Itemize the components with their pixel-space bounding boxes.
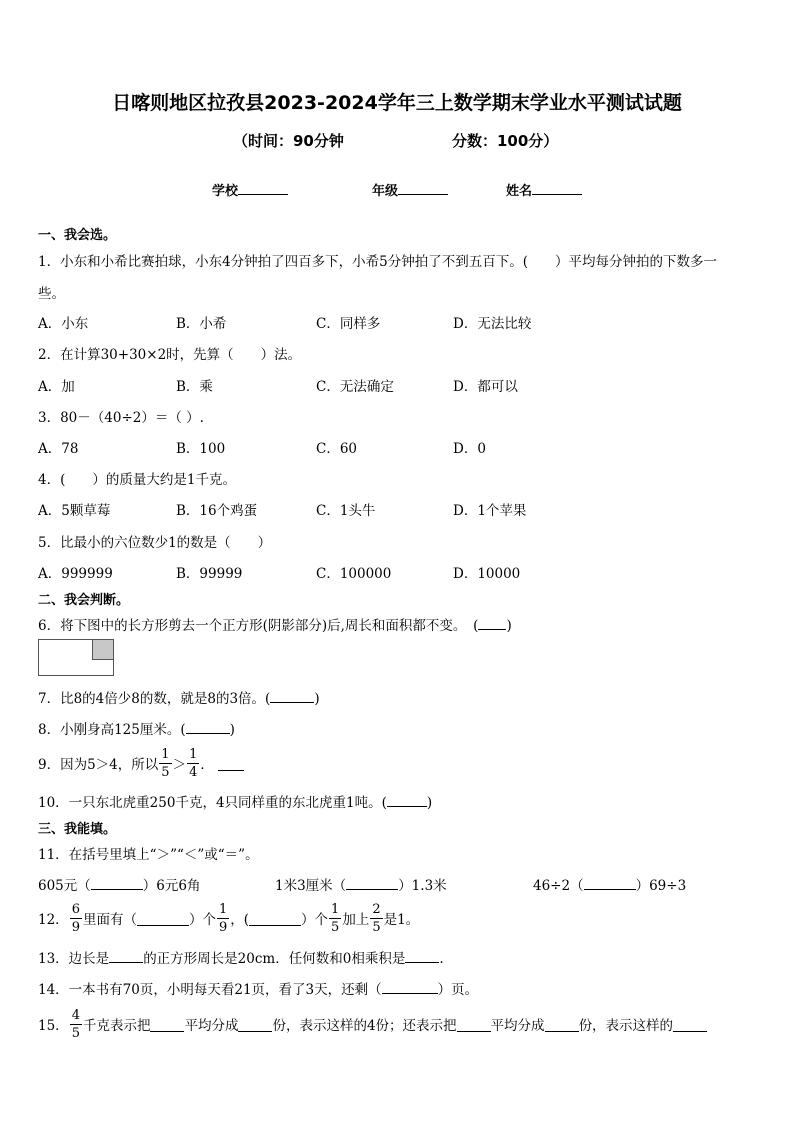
question-4-stem: 4．( ）的质量大约是1千克。	[38, 472, 236, 488]
question-15-text-g: 份，表示这样的	[578, 1018, 674, 1034]
q3-option-c[interactable]: C．60	[316, 441, 358, 457]
q11-item-3	[533, 874, 686, 894]
q5-option-c[interactable]: C．100000	[316, 566, 392, 582]
grade-field[interactable]	[372, 180, 448, 199]
question-12-text-f: 加上	[342, 912, 370, 928]
question-13-text-b: 的正方形周长是20cm．任何数和0相乘积是	[143, 951, 406, 967]
fraction-denominator: 5	[71, 1025, 80, 1041]
fraction-1-5	[159, 748, 171, 779]
question-9	[38, 743, 244, 783]
q1-option-b[interactable]: B．小希	[176, 316, 227, 332]
school-blank[interactable]	[238, 180, 288, 195]
q11-item-3-blank[interactable]	[584, 889, 636, 890]
question-13-text-a: 13．边长是	[38, 951, 110, 967]
question-5-stem: 5．比最小的六位数少1的数是（ ）	[38, 535, 272, 551]
fraction-6-9	[70, 903, 82, 934]
q5-option-a[interactable]: A．999999	[38, 566, 113, 582]
question-12-text-g: 是1。	[383, 912, 420, 928]
question-7-text: 7．比8的4倍少8的数，就是8的3倍。(	[38, 691, 271, 707]
question-12-text-c: ）个	[188, 912, 216, 928]
question-12-text-e: ）个	[301, 912, 329, 928]
question-15-text-d: 份，表示这样的4份；还表示把	[272, 1018, 457, 1034]
q2-option-d[interactable]: D．都可以	[453, 379, 518, 395]
question-11-stem: 11．在括号里填上“＞”“＜”或“＝”。	[38, 847, 259, 863]
question-1-stem-cont: 些。	[38, 286, 65, 302]
fraction-denominator: 5	[161, 764, 170, 780]
name-blank[interactable]	[532, 180, 582, 195]
q15-blank-3[interactable]	[457, 1017, 491, 1032]
school-field[interactable]	[212, 180, 288, 199]
fraction-2-5	[370, 903, 382, 934]
q12-blank-2[interactable]	[249, 911, 301, 926]
fraction-denominator: 5	[372, 919, 381, 935]
name-field[interactable]	[506, 180, 582, 199]
question-13-text-c: .	[439, 951, 444, 967]
q10-answer-blank[interactable]	[387, 806, 427, 807]
q3-option-d[interactable]: D．0	[453, 441, 486, 457]
q1-option-a[interactable]: A．小东	[38, 316, 89, 332]
q11-item-3-left: 46÷2（	[533, 878, 584, 894]
section-heading-judge: 二、我会判断。	[38, 593, 130, 608]
q2-option-a[interactable]: A．加	[38, 379, 75, 395]
q13-blank-2[interactable]	[405, 962, 439, 963]
fraction-4-5	[70, 1009, 82, 1040]
fraction-denominator: 9	[71, 919, 80, 935]
question-8-text: 8．小刚身高125厘米。(	[38, 722, 186, 738]
q15-blank-4[interactable]	[545, 1017, 579, 1032]
question-15-text-c: 平均分成	[184, 1018, 239, 1034]
q2-option-c[interactable]: C．无法确定	[316, 379, 394, 395]
question-14	[38, 978, 478, 998]
fraction-numerator: 1	[218, 901, 228, 917]
question-8	[38, 718, 235, 738]
question-10	[38, 791, 432, 811]
q11-item-2	[275, 874, 447, 894]
fraction-denominator: 4	[189, 764, 198, 780]
question-12-text-d: ，(	[230, 912, 250, 928]
q1-option-d[interactable]: D．无法比较	[453, 316, 532, 332]
q7-answer-blank[interactable]	[270, 702, 314, 703]
fraction-denominator: 5	[331, 919, 340, 935]
school-label: 学校	[212, 184, 239, 199]
question-9-dot: ．	[200, 757, 214, 773]
q4-option-a[interactable]: A．5颗草莓	[38, 503, 111, 519]
section-heading-choice: 一、我会选。	[38, 228, 117, 243]
q11-item-1-right: ）6元6角	[142, 878, 201, 894]
q11-item-3-right: ）69÷3	[635, 878, 687, 894]
fraction-numerator: 1	[331, 901, 340, 917]
question-14-text-a: 14．一本书有70页，小明每天看21页，看了3天，还剩（	[38, 982, 382, 998]
q5-option-b[interactable]: B．99999	[176, 566, 243, 582]
q6-answer-blank[interactable]	[478, 629, 506, 630]
question-10-text: 10．一只东北虎重250千克，4只同样重的东北虎重1吨。(	[38, 795, 387, 811]
q11-item-2-right: ）1.3米	[398, 878, 447, 894]
question-6-close: )	[506, 618, 512, 634]
exam-time: （时间：90分钟	[233, 132, 344, 150]
question-2-stem: 2．在计算30+30×2时，先算（ ）法。	[38, 347, 302, 363]
question-7	[38, 687, 320, 707]
name-label: 姓名	[506, 184, 533, 199]
question-14-text-b: ）页。	[437, 982, 479, 998]
question-12	[38, 898, 419, 938]
q4-option-b[interactable]: B．16个鸡蛋	[176, 503, 258, 519]
rectangle-figure	[38, 639, 114, 676]
question-3-stem: 3．80－（40÷2）＝（ ）.	[38, 410, 204, 426]
q14-blank[interactable]	[382, 993, 438, 994]
q15-blank-5[interactable]	[673, 1017, 707, 1032]
greater-than-sign: ＞	[172, 757, 187, 773]
question-15-number: 15．	[38, 1018, 69, 1034]
question-1-stem: 1．小东和小希比赛拍球，小东4分钟拍了四百多下，小希5分钟拍了不到五百下。( ）平均每分钟拍的下数多一	[38, 254, 718, 270]
fraction-numerator: 6	[71, 901, 80, 917]
q11-item-2-left: 1米3厘米（	[275, 878, 347, 894]
q11-item-1-left: 605元（	[38, 878, 91, 894]
question-15-text-e: 平均分成	[490, 1018, 545, 1034]
fraction-numerator: 4	[71, 1007, 80, 1023]
grade-label: 年级	[372, 184, 399, 199]
question-15	[38, 1004, 707, 1044]
q12-blank-1[interactable]	[137, 911, 189, 926]
q4-option-d[interactable]: D．1个苹果	[453, 503, 527, 519]
fraction-numerator: 2	[372, 901, 381, 917]
grade-blank[interactable]	[398, 180, 448, 195]
question-6-text: 6．将下图中的长方形剪去一个正方形(阴影部分)后,周长和面积都不变。 (	[38, 618, 479, 634]
q15-blank-2[interactable]	[238, 1017, 272, 1032]
fraction-denominator: 9	[218, 919, 228, 935]
question-7-close: )	[314, 691, 320, 707]
q13-blank-1[interactable]	[109, 962, 143, 963]
fraction-1-9	[217, 903, 229, 934]
page-title: 日喀则地区拉孜县2023-2024学年三上数学期末学业水平测试试题	[112, 92, 682, 114]
fraction-1-4	[187, 748, 199, 779]
question-8-close: )	[229, 722, 235, 738]
question-9-text: 9．因为5＞4，所以	[38, 757, 159, 773]
fraction-numerator: 1	[161, 746, 170, 762]
q11-item-2-blank[interactable]	[346, 889, 398, 890]
q1-option-c[interactable]: C．同样多	[316, 316, 381, 332]
question-12-text-b: 里面有（	[82, 912, 137, 928]
shaded-square	[92, 640, 113, 660]
question-12-number: 12．	[38, 912, 69, 928]
q15-blank-1[interactable]	[150, 1017, 184, 1032]
q3-option-a[interactable]: A．78	[38, 441, 79, 457]
q4-option-c[interactable]: C．1头牛	[316, 503, 376, 519]
q5-option-d[interactable]: D．10000	[453, 566, 521, 582]
q8-answer-blank[interactable]	[186, 733, 230, 734]
fraction-1-5	[329, 903, 341, 934]
question-6	[38, 614, 512, 634]
question-15-text-b: 千克表示把	[82, 1018, 151, 1034]
fraction-numerator: 1	[189, 746, 198, 762]
q11-item-1	[38, 874, 200, 894]
question-13	[38, 947, 444, 967]
section-heading-fill: 三、我能填。	[38, 822, 117, 837]
q9-answer-blank[interactable]	[218, 756, 244, 771]
q2-option-b[interactable]: B．乘	[176, 379, 213, 395]
exam-score: 分数：100分）	[452, 132, 559, 150]
question-10-close: )	[426, 795, 433, 811]
q11-item-1-blank[interactable]	[91, 889, 143, 890]
q3-option-b[interactable]: B．100	[176, 441, 226, 457]
